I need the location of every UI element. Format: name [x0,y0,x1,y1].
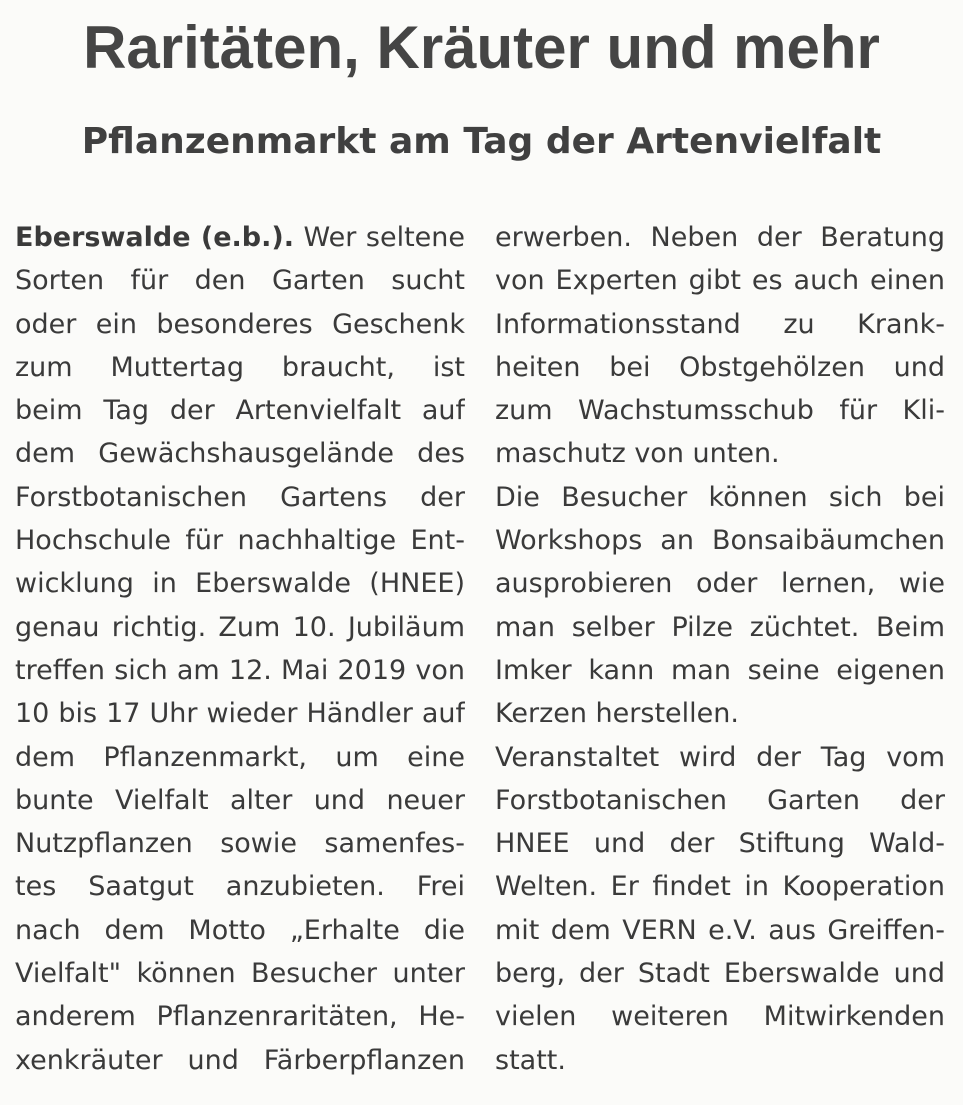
body-line: ausprobieren oder lernen, wie [495,568,945,600]
body-line: Nutzpflanzen sowie samenfes- [15,828,465,860]
body-line: vielen weiteren Mitwirkenden [495,1001,945,1033]
dateline: Eberswalde (e.b.). [15,222,294,253]
article-column-right [495,216,945,1082]
body-line: zum Muttertag braucht, ist [15,351,465,383]
body-line: treffen sich am 12. Mai 2019 von [15,654,465,686]
body-line: anderem Pflanzenraritäten, He- [15,1001,465,1033]
body-line: man selber Pilze züchtet. Beim [495,611,945,643]
body-line: xenkräuter und Färberpflanzen [15,1044,465,1076]
body-line: tes Saatgut anzubieten. Frei [15,871,465,903]
body-line: Forstbotanischen Garten der [495,784,945,816]
body-line: beim Tag der Artenvielfalt auf [15,395,465,427]
body-line: oder ein besonderes Geschenk [15,308,465,340]
body-line: Sorten für den Garten sucht [15,265,465,297]
body-line [15,216,465,259]
body-line: dem Gewächshausgelände des [15,438,465,470]
body-line: Die Besucher können sich bei [495,481,945,513]
body-line: genau richtig. Zum 10. Jubiläum [15,611,465,643]
body-line: bunte Vielfalt alter und neuer [15,784,465,816]
body-line: Kerzen herstellen. [495,698,739,730]
article-subheadline: Pflanzenmarkt am Tag der Artenvielfalt [81,121,882,162]
body-line: berg, der Stadt Eberswalde und [495,958,945,990]
body-line: erwerben. Neben der Beratung [495,222,945,253]
body-line: Hochschule für nachhaltige Ent- [15,525,465,557]
body-line: HNEE und der Stiftung Wald- [495,828,945,860]
body-line: heiten bei Obstgehölzen und [495,351,945,383]
body-line: Welten. Er findet in Kooperation [495,871,945,903]
body-line: maschutz von unten. [495,438,780,470]
body-line: Forstbotanischen Gartens der [15,481,465,513]
body-line: Workshops an Bonsaibäumchen [495,525,945,557]
body-text: Wer seltene [293,222,465,253]
body-line: Vielfalt" können Besucher unter [15,958,465,990]
body-line: 10 bis 17 Uhr wieder Händler auf [15,698,465,730]
body-line: von Experten gibt es auch einen [495,265,945,297]
article-headline: Raritäten, Kräuter und mehr [83,14,880,81]
body-line: Veranstaltet wird der Tag vom [495,741,945,773]
body-line: Informationsstand zu Krank- [495,308,945,340]
body-line: nach dem Motto „Erhalte die [15,914,465,946]
body-line: mit dem VERN e.V. aus Greiffen- [495,914,945,946]
body-line: zum Wachstumsschub für Kli- [495,395,945,427]
body-line: dem Pflanzenmarkt, um eine [15,741,465,773]
article-column-left [15,216,465,1082]
body-line: statt. [495,1044,566,1076]
body-line: wicklung in Eberswalde (HNEE) [15,568,465,600]
body-line: Imker kann man seine eigenen [495,654,945,686]
